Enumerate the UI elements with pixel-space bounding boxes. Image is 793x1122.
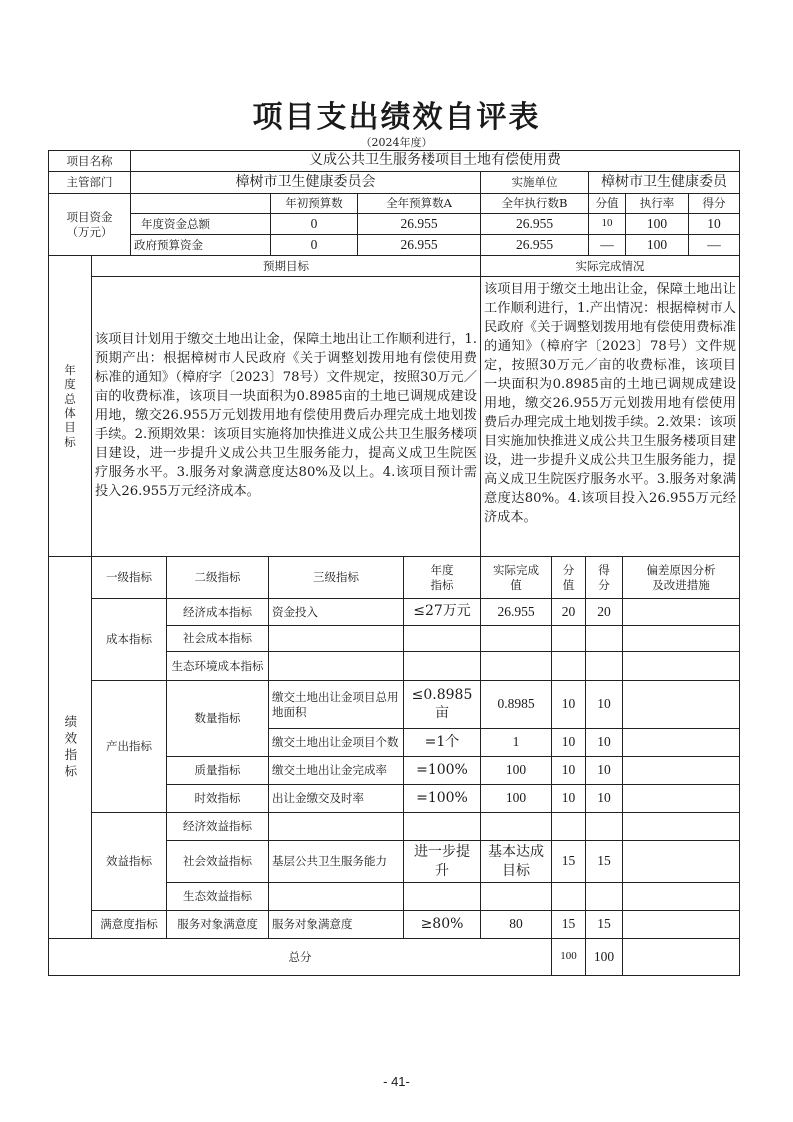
group-cost: 成本指标: [91, 598, 167, 681]
fund-score: —: [688, 234, 740, 256]
col-score-value: 分值: [588, 193, 626, 214]
expected-goals-header: 预期目标: [91, 255, 481, 277]
deviation-cell: [622, 680, 740, 729]
target-cell: 进一步提升: [403, 840, 481, 883]
goals-label: 年度总体目标: [48, 255, 92, 557]
fund-exec-rate: 100: [625, 234, 689, 256]
actual-cell: [480, 625, 552, 652]
hdr-level1: 一级指标: [91, 556, 167, 599]
indicators-section-label: 绩效指标: [48, 556, 92, 939]
score-value-cell: [551, 651, 586, 681]
level3-cell: [268, 651, 404, 681]
score-value-cell: 15: [551, 840, 586, 883]
score-value-cell: 10: [551, 784, 586, 813]
deviation-cell: [622, 812, 740, 841]
dept-value: 樟树市卫生健康委员会: [130, 171, 481, 194]
deviation-cell: [622, 882, 740, 911]
target-cell: [403, 651, 481, 681]
total-deviation-cell: [622, 938, 740, 976]
col-score: 得分: [688, 193, 740, 214]
dept-label: 主管部门: [48, 171, 131, 194]
level2-cell: 生态效益指标: [166, 882, 269, 911]
fund-annual: 26.955: [357, 234, 481, 256]
target-cell: =100%: [403, 756, 481, 785]
deviation-cell: [622, 910, 740, 939]
actual-cell: 26.955: [480, 598, 552, 626]
level3-cell: 缴交土地出让金项目个数: [268, 728, 404, 757]
level3-cell: 服务对象满意度: [268, 910, 404, 939]
group-output: 产出指标: [91, 680, 167, 813]
fund-score-value: —: [588, 234, 626, 256]
target-cell: [403, 625, 481, 652]
actual-cell: 100: [480, 784, 552, 813]
level2-cell: 社会效益指标: [166, 840, 269, 883]
level3-cell: 出让金缴交及时率: [268, 784, 404, 813]
target-cell: ≤27万元: [403, 598, 481, 626]
actual-cell: 基本达成目标: [480, 840, 552, 883]
fund-exec-rate: 100: [625, 213, 689, 235]
hdr-level2: 二级指标: [166, 556, 269, 599]
deviation-cell: [622, 728, 740, 757]
target-cell: [403, 882, 481, 911]
total-score-value: 100: [551, 938, 586, 976]
target-cell: =1个: [403, 728, 481, 757]
level2-cell: 时效指标: [166, 784, 269, 813]
score-value-cell: 10: [551, 756, 586, 785]
level3-cell: [268, 812, 404, 841]
actual-cell: 100: [480, 756, 552, 785]
level2-cell: 生态环境成本指标: [166, 651, 269, 681]
target-cell: [403, 812, 481, 841]
deviation-cell: [622, 784, 740, 813]
score-cell: 10: [585, 728, 623, 757]
funds-label: 项目资金（万元）: [48, 193, 131, 256]
page-title: 项目支出绩效自评表: [252, 100, 541, 135]
hdr-score-value: 分值: [551, 556, 586, 599]
actual-cell: 80: [480, 910, 552, 939]
deviation-cell: [622, 840, 740, 883]
fund-exec: 26.955: [480, 234, 589, 256]
fund-row-label: 政府预算资金: [130, 234, 271, 256]
col-initial: 年初预算数: [270, 193, 358, 214]
impl-label: 实施单位: [480, 171, 589, 194]
group-satisfaction: 满意度指标: [91, 910, 167, 939]
actual-cell: [480, 882, 552, 911]
actual-goals-text: 该项目用于缴交土地出让金，保障土地出让工作顺利进行，1.产出情况：根据樟树市人民政府《关于调整划拨用地有偿使用费标准的通知》（樟府字〔2023〕78号）文件规定，按照30万元／亩的收费标准，该项目一块面积为0.8985亩的土地已调规成建设用地，缴交26.955万元划拨用地有偿使用费后办理完成土地划拨手续。2.效果：该项目实施加快推进义成公共卫生服务楼项目建设，进一步提升义成公共卫生服务能力，提高义成卫生院医疗服务水平。3.服务对象满意度达80%。4.该项目投入26.955万元经济成本。: [480, 276, 740, 557]
score-cell: 15: [585, 840, 623, 883]
target-cell: ≥80%: [403, 910, 481, 939]
actual-goals-header: 实际完成情况: [480, 255, 740, 277]
level3-cell: 基层公共卫生服务能力: [268, 840, 404, 883]
col-exec: 全年执行数B: [480, 193, 589, 214]
hdr-deviation: 偏差原因分析及改进措施: [622, 556, 740, 599]
score-cell: [585, 651, 623, 681]
deviation-cell: [622, 625, 740, 652]
page-number: - 41-: [383, 1074, 410, 1089]
fund-score-value: 10: [588, 213, 626, 235]
score-value-cell: 20: [551, 598, 586, 626]
score-cell: 20: [585, 598, 623, 626]
actual-cell: 0.8985: [480, 680, 552, 729]
col-exec-rate: 执行率: [625, 193, 689, 214]
project-name: 义成公共卫生服务楼项目土地有偿使用费: [130, 150, 740, 172]
score-value-cell: [551, 812, 586, 841]
fund-exec: 26.955: [480, 213, 589, 235]
fiscal-year: （2024年度）: [360, 136, 433, 149]
level3-cell: [268, 882, 404, 911]
level3-cell: [268, 625, 404, 652]
total-label: 总分: [48, 938, 552, 976]
score-cell: 15: [585, 910, 623, 939]
level2-cell: 经济成本指标: [166, 598, 269, 626]
score-cell: [585, 625, 623, 652]
level3-cell: 资金投入: [268, 598, 404, 626]
level3-cell: 缴交土地出让金项目总用地面积: [268, 680, 404, 729]
actual-cell: [480, 651, 552, 681]
funds-header-blank: [130, 193, 271, 214]
hdr-score: 得分: [585, 556, 623, 599]
expected-goals-text: 该项目计划用于缴交土地出让金，保障土地出让工作顺利进行，1.预期产出：根据樟树市人民政府《关于调整划拨用地有偿使用费标准的通知》（樟府字〔2023〕78号）文件规定，按照30万元／亩的收费标准，该项目一块面积为0.8985亩的土地已调规成建设用地，缴交26.955万元划拨用地有偿使用费后办理完成土地划拨手续。2.预期效果：该项目实施将加快推进义成公共卫生服务楼项目建设，进一步提升义成公共卫生服务能力，提高义成卫生院医疗服务水平。3.服务对象满意度达80%及以上。4.该项目预计需投入26.955万元经济成本。: [91, 276, 481, 557]
score-value-cell: [551, 882, 586, 911]
level2-cell: 质量指标: [166, 756, 269, 785]
score-cell: 10: [585, 756, 623, 785]
hdr-actual-value: 实际完成值: [480, 556, 552, 599]
score-cell: 10: [585, 680, 623, 729]
hdr-annual-target: 年度指标: [403, 556, 481, 599]
actual-cell: [480, 812, 552, 841]
score-cell: 10: [585, 784, 623, 813]
fund-score: 10: [688, 213, 740, 235]
level2-cell: 服务对象满意度: [166, 910, 269, 939]
impl-value: 樟树市卫生健康委员: [588, 171, 740, 194]
level2-cell: 数量指标: [166, 680, 269, 757]
score-cell: [585, 812, 623, 841]
deviation-cell: [622, 651, 740, 681]
level2-cell: 经济效益指标: [166, 812, 269, 841]
score-value-cell: 15: [551, 910, 586, 939]
deviation-cell: [622, 598, 740, 626]
score-value-cell: 10: [551, 680, 586, 729]
fund-initial: 0: [270, 234, 358, 256]
level3-cell: 缴交土地出让金完成率: [268, 756, 404, 785]
total-score: 100: [585, 938, 623, 976]
target-cell: ≤0.8985亩: [403, 680, 481, 729]
actual-cell: 1: [480, 728, 552, 757]
project-name-label: 项目名称: [48, 150, 131, 172]
fund-annual: 26.955: [357, 213, 481, 235]
hdr-level3: 三级指标: [268, 556, 404, 599]
fund-row-label: 年度资金总额: [130, 213, 271, 235]
score-value-cell: [551, 625, 586, 652]
score-value-cell: 10: [551, 728, 586, 757]
score-cell: [585, 882, 623, 911]
deviation-cell: [622, 756, 740, 785]
col-annual: 全年预算数A: [357, 193, 481, 214]
target-cell: =100%: [403, 784, 481, 813]
fund-initial: 0: [270, 213, 358, 235]
group-benefit: 效益指标: [91, 812, 167, 911]
level2-cell: 社会成本指标: [166, 625, 269, 652]
